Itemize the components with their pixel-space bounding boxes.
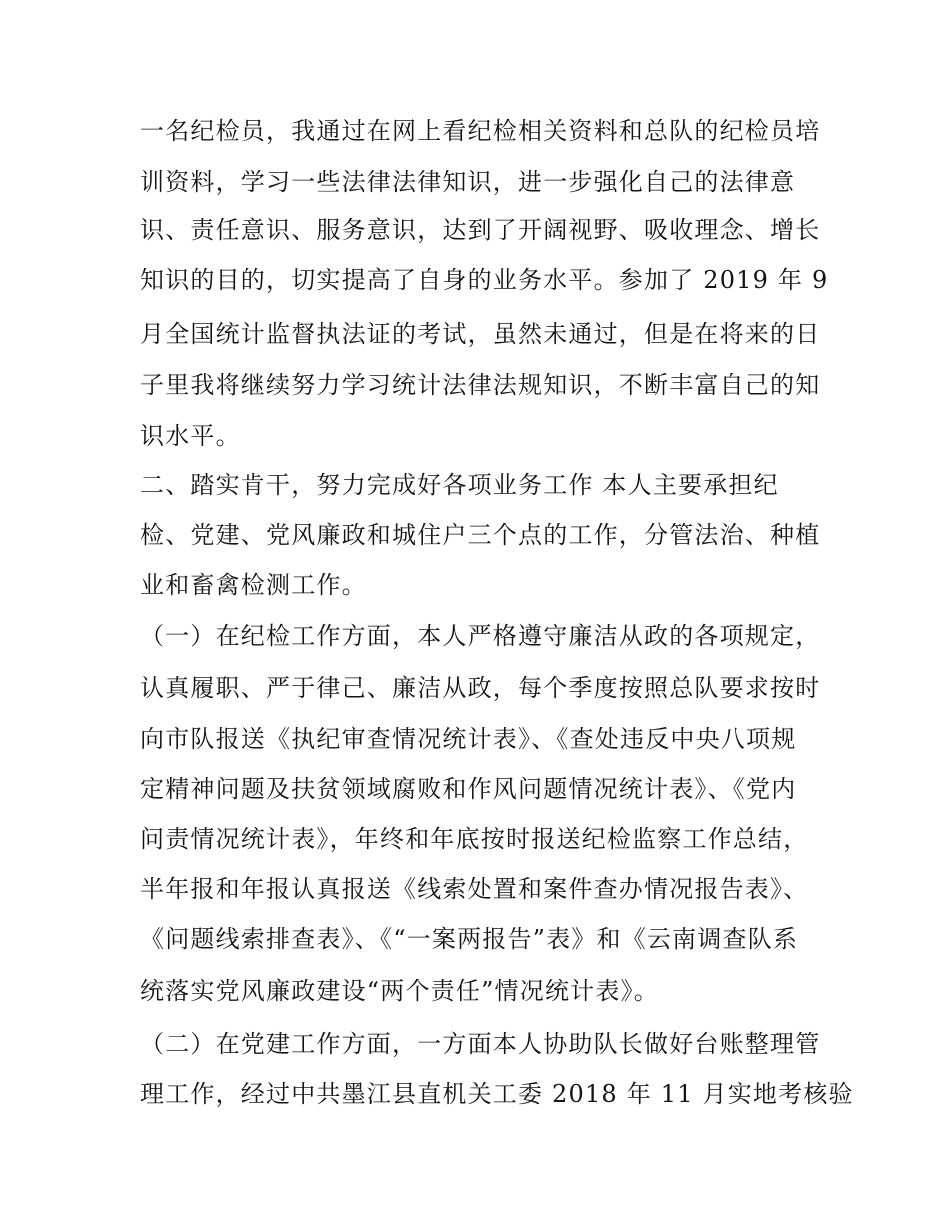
text-line: 《问题线索排查表》、《“一案两报告”表》和《云南调查队系 xyxy=(140,925,799,953)
text-line: 问责情况统计表》，年终和年底按时报送纪检监察工作总结， xyxy=(140,825,809,853)
text-line: 一名纪检员，我通过在网上看纪检相关资料和总队的纪检员培 xyxy=(140,117,821,145)
text-line: 认真履职、严于律己、廉洁从政，每个季度按照总队要求按时 xyxy=(140,674,821,702)
text-line: 业和畜禽检测工作。 xyxy=(140,571,367,599)
text-line: 月全国统计监督执法证的考试，虽然未通过，但是在将来的日 xyxy=(140,320,821,348)
text-line: 半年报和年报认真报送《线索处置和案件查办情况报告表》、 xyxy=(140,875,809,903)
text-line: 知识的目的，切实提高了自身的业务水平。参加了 2019 年 9 xyxy=(140,266,829,294)
text-line: 向市队报送《执纪审查情况统计表》、《查处违反中央八项规 xyxy=(140,725,797,753)
text-line: 训资料，学习一些法律法律知识，进一步强化自己的法律意 xyxy=(140,168,796,196)
text-line: 子里我将继续努力学习统计法律法规知识，不断丰富自己的知 xyxy=(140,371,821,399)
text-line: 识、责任意识、服务意识，达到了开阔视野、吸收理念、增长 xyxy=(140,216,821,244)
text-line: 定精神问题及扶贫领域腐败和作风问题情况统计表》、《党内 xyxy=(140,775,797,803)
text-line: 识水平。 xyxy=(140,422,241,450)
text-line: 检、党建、党风廉政和城住户三个点的工作，分管法治、种植 xyxy=(140,521,821,549)
text-line: 统落实党风廉政建设“两个责任”情况统计表》。 xyxy=(140,977,659,1005)
text-line: （二）在党建工作方面，一方面本人协助队长做好台账整理管 xyxy=(140,1030,821,1058)
text-line: （一）在纪检工作方面，本人严格遵守廉洁从政的各项规定， xyxy=(140,622,821,650)
text-line: 理工作，经过中共墨江县直机关工委 2018 年 11 月实地考核验 xyxy=(140,1080,854,1108)
section-heading: 二、踏实肯干，努力完成好各项业务工作 本人主要承担纪 xyxy=(140,471,779,499)
